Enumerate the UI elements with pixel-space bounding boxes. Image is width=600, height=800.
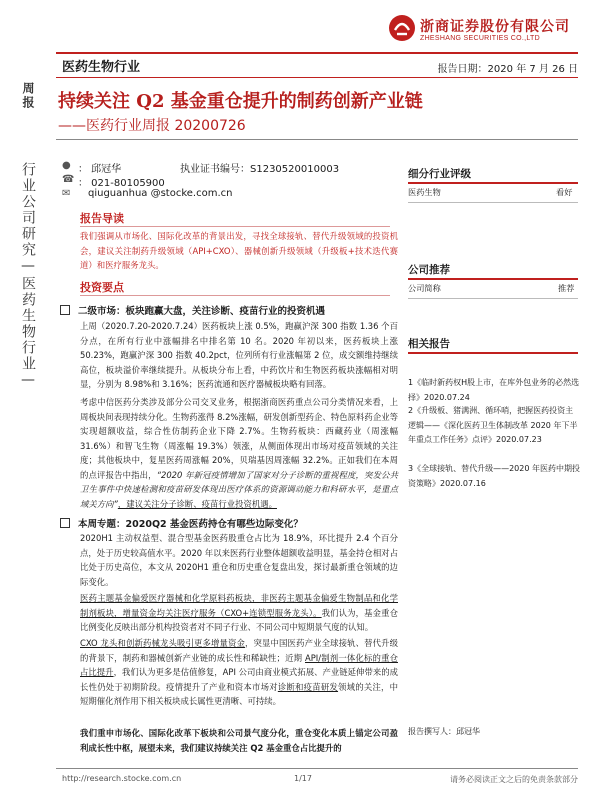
section-heading-market: 二级市场：板块跑赢大盘，关注诊断、疫苗行业的投资机遇 — [60, 303, 325, 317]
paragraph-market: 上周（2020.7.20-2020.7.24）医药板块上涨 0.5%，跑赢沪深 300 指数 1.36 个百分点，在所有行业中涨幅排名中排名第 10 名。2020 年初以来，医药板块上涨 50.23%，跑赢沪深 300 指数 40.2pct，位列所有行业涨幅第 2 位，成交额维持继续高位，板块溢价率继续提升。从板块分布上看，中药饮片和生物医药板块涨幅相对明显，分别为 8.98%和 3.16%；医药流通和医疗器械板块略有回落。 — [80, 321, 398, 389]
guide-title: 报告导读 — [80, 212, 124, 225]
guide-text: 我们强调从市场化、国际化改革的背景出发，寻找全球接轨、替代升级领域的投资机会，建议关注制药升级领域（API+CXO）、器械创新升级领域（升级板+技术迭代赛道）和医疗服务龙头。 — [80, 231, 398, 270]
header-rule — [56, 52, 578, 54]
report-writer: 报告撰写人：邱冠华 — [408, 727, 480, 736]
side-strip: 行业公司研究—医药生物行业— — [20, 162, 36, 390]
checkbox-bullet-icon — [60, 305, 70, 315]
page-number: 1/17 — [294, 774, 312, 783]
rating-row-rule — [408, 202, 578, 203]
footer-disclaimer: 请务必阅读正文之后的免责条款部分 — [450, 775, 578, 784]
report-date: 报告日期：2020 年 7 月 26 日 — [437, 64, 578, 75]
company-name-cn: 浙商证券股份有限公司 — [420, 19, 570, 35]
page-subtitle: ——医药行业周报 20200726 — [58, 118, 246, 134]
points-title: 投资要点 — [80, 281, 124, 294]
title-rule — [56, 77, 578, 78]
rating-sector: 医药生物 — [408, 187, 441, 197]
analyst-cert: 执业证书编号：S1230520010003 — [180, 164, 340, 175]
recommend-title: 公司推荐 — [408, 264, 450, 276]
company-logo-icon — [388, 14, 416, 42]
company-name-en: ZHESHANG SECURITIES CO.,LTD — [420, 35, 540, 42]
paragraph-fund-preference: 医药主题基金偏爱医疗器械和化学原料药板块，非医药主题基金偏爱生物制品和化学制剂板块，增量资金均关注医疗服务（CXO+连锁型服务龙头）。我们认为，基金重仓比例变化反映出部分机构投资者对不同子行业、不同公司中短期景气度的认知。 — [80, 593, 399, 632]
points-rule — [80, 295, 390, 296]
paragraph-topic: 2020H1 主动权益型、混合型基金医药股重仓占比为 18.9%，环比提升 2.4 个百分点，处于历史较高值水平。2020 年以来医药行业整体超额收益明显，基金持仓相对占比处于历史高位，本文从 2020H1 重仓和历史重仓复盘出发，探讨最新重仓领域的边际变化。 — [80, 533, 398, 587]
rating-title: 细分行业评级 — [408, 168, 471, 180]
paragraph-outlook: 我们重申市场化、国际化改革下板块和公司景气度分化，重仓变化本质上锚定公司盈利成长性中枢，展望未来，我们建议持续关注 Q2 基金重仓占比提升的 — [80, 728, 398, 753]
recommend-col-company: 公司简称 — [408, 283, 441, 293]
phone-icon: ☎ — [62, 174, 75, 185]
rating-value: 看好 — [556, 187, 573, 197]
analyst-email[interactable]: qiuguanhua @stocke.com.cn — [88, 188, 233, 199]
analyst-phone: ： 021-80105900 — [78, 178, 165, 189]
person-icon: ● — [62, 160, 71, 171]
footer-url-link[interactable]: http://research.stocke.com.cn — [62, 774, 182, 783]
recommend-rule — [408, 278, 578, 280]
rating-rule — [408, 182, 578, 184]
checkbox-bullet-icon — [60, 518, 70, 528]
guide-rule — [80, 226, 390, 227]
related-title: 相关报告 — [408, 338, 450, 350]
related-rule — [408, 352, 578, 354]
related-report-2[interactable]: 2《升级板、猪满洲、循环哨，把握医药投资主逻辑——《深化医药卫生体制改革 2020 年下半年重点工作任务》点评》2020.07.23 — [408, 406, 578, 444]
section-heading-topic: 本周专题：2020Q2 基金医药持仓有哪些边际变化？ — [60, 516, 303, 530]
paragraph-sectors: 考虑中信医药分类涉及部分公司交叉业务，根据浙商医药重点公司分类情况来看，上周板块间表现持续分化。生物药涨得 8.2%涨幅，研发创新型药企、特色原料药企业等实现超额收益，综合性仿制药企业下降 2.7%。生物药板块：西藏药业（周涨幅 31.6%）和智飞生物（周涨幅 19.3%）领涨，从侧面体现出市场对疫苗领域的关注度；其他板块中，复星医药周涨幅 20%，贝瑞基因周涨幅 32.2%。正如我们在本周的点评报告中指出，“2020 年新冠疫情增加了国家对分子诊断的重视程度，突发公共卫生事件中快速检测和疫苗研发体现出医疗体系的资源调动能力和科研水平，是重点域关方向”，建议关注分子诊断、疫苗行业投资机遇。 — [80, 397, 398, 509]
page-title: 持续关注 Q2 基金重仓提升的制药创新产业链 — [58, 91, 423, 112]
recommend-col-rating: 推荐 — [558, 283, 575, 293]
recommend-row-rule — [408, 298, 578, 299]
related-report-1[interactable]: 1《临时新药权H股上市，在库外包业务的必然选择》2020.07.24 — [408, 378, 580, 402]
related-report-3[interactable]: 3《全球接轨、替代升级——2020 年医药中期投资策略》2020.07.16 — [408, 464, 580, 488]
industry-label: 医药生物行业 — [62, 60, 141, 75]
analyst-name: ： 邱冠华 — [78, 164, 122, 175]
paragraph-cxo: CXO 龙头和创新药械龙头吸引更多增量资金，突显中国医药产业全球接轨、替代升级的背景下，制药和器械创新产业链的成长性和稀缺性；近期 API/制剂一体化标的重仓占比提升，我们认为更多是估值修复，API 公司由商业模式拓展、产业链延伸带来的成长性仍处于初期阶段。疫情提升了产业和资本市场对诊断和疫苗研发领域的关注，中短期催化剂作用下相关板块成长属性更清晰、可持续。 — [80, 638, 399, 706]
side-tag: 周报 — [21, 82, 35, 110]
subtitle-rule — [56, 139, 578, 140]
email-icon: ✉ — [62, 188, 71, 199]
footer-rule — [56, 768, 578, 769]
